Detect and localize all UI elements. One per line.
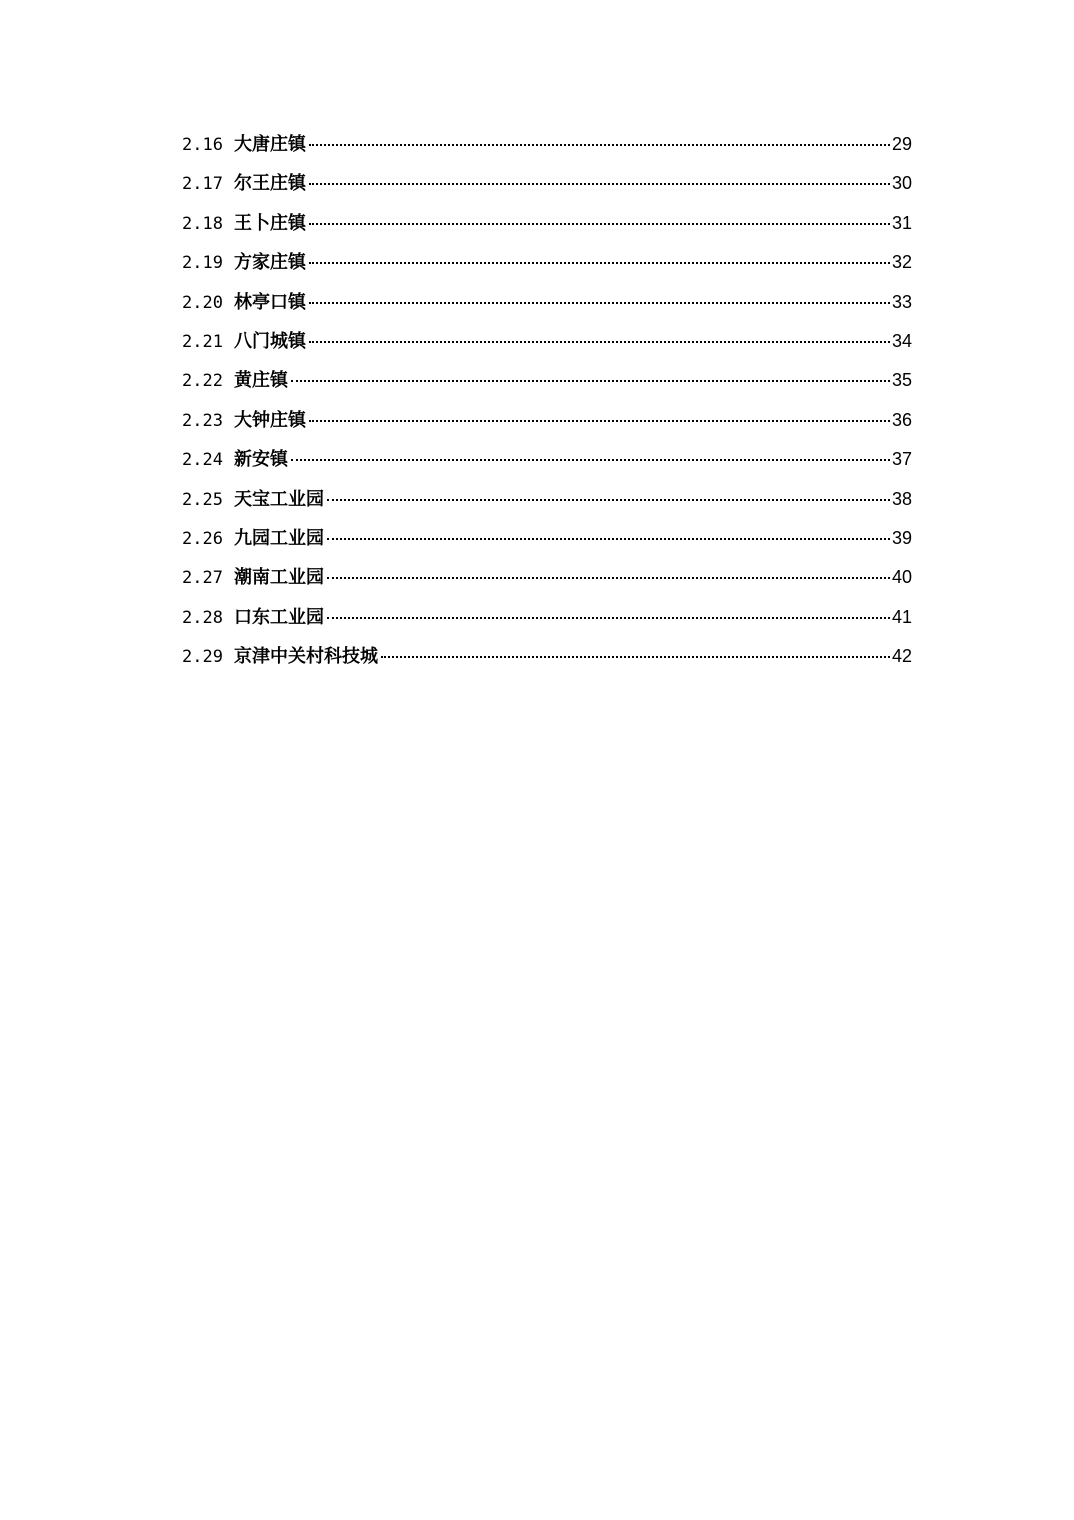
toc-entry[interactable]: [182, 480, 912, 519]
toc-entry-title: 黄庄镇: [233, 370, 288, 392]
toc-entry[interactable]: [182, 440, 912, 479]
toc-entry[interactable]: [182, 401, 912, 440]
toc-entry-page: 32: [891, 252, 912, 273]
toc-entry-title: 京津中关村科技城: [233, 646, 378, 668]
toc-dot-leader: [327, 499, 890, 501]
toc-entry-title: 大钟庄镇: [233, 409, 306, 431]
toc-dot-leader: [381, 656, 890, 658]
toc-entry[interactable]: [182, 361, 912, 400]
toc-entry-number: 2.23: [182, 410, 223, 431]
toc-entry-number: 2.21: [182, 331, 223, 352]
toc-entry-page: 39: [891, 527, 912, 548]
toc-entry-number: 2.19: [182, 253, 223, 274]
toc-entry[interactable]: [182, 204, 912, 243]
toc-entry-number: 2.26: [182, 528, 223, 549]
toc-entry[interactable]: [182, 243, 912, 282]
toc-entry-page: 36: [891, 409, 912, 430]
toc-entry-title: 方家庄镇: [233, 252, 306, 274]
toc-entry[interactable]: [182, 598, 912, 637]
toc-entry-page: 35: [891, 370, 912, 391]
toc-entry-title: 八门城镇: [233, 330, 306, 352]
toc-entry-title: 九园工业园: [233, 527, 324, 549]
toc-entry-number: 2.25: [182, 489, 223, 510]
toc-entry[interactable]: [182, 322, 912, 361]
toc-entry-page: 41: [891, 606, 912, 627]
table-of-contents: [182, 125, 912, 676]
toc-dot-leader: [309, 341, 890, 343]
toc-entry-number: 2.27: [182, 568, 223, 589]
toc-entry-number: 2.28: [182, 607, 223, 628]
toc-entry[interactable]: [182, 519, 912, 558]
toc-dot-leader: [327, 538, 890, 540]
toc-entry-number: 2.29: [182, 647, 223, 668]
toc-entry-number: 2.18: [182, 213, 223, 234]
toc-dot-leader: [309, 420, 890, 422]
toc-dot-leader: [327, 617, 890, 619]
toc-entry[interactable]: [182, 125, 912, 164]
toc-entry-title: 尔王庄镇: [233, 173, 306, 195]
toc-entry-page: 38: [891, 488, 912, 509]
toc-dot-leader: [291, 459, 890, 461]
toc-dot-leader: [309, 223, 890, 225]
toc-entry-title: 王卜庄镇: [233, 212, 306, 234]
toc-entry-number: 2.24: [182, 450, 223, 471]
toc-dot-leader: [309, 144, 890, 146]
toc-entry-title: 新安镇: [233, 449, 288, 471]
toc-dot-leader: [309, 302, 890, 304]
toc-entry[interactable]: [182, 164, 912, 203]
toc-entry-page: 37: [891, 449, 912, 470]
toc-entry-page: 33: [891, 291, 912, 312]
toc-entry-page: 42: [891, 646, 912, 667]
toc-entry-title: 口东工业园: [233, 606, 324, 628]
toc-entry-number: 2.17: [182, 174, 223, 195]
toc-entry-number: 2.22: [182, 371, 223, 392]
toc-entry-number: 2.20: [182, 292, 223, 313]
toc-entry[interactable]: [182, 637, 912, 676]
toc-dot-leader: [291, 380, 890, 382]
toc-entry-title: 潮南工业园: [233, 567, 324, 589]
toc-entry-title: 天宝工业园: [233, 488, 324, 510]
toc-entry-page: 34: [891, 330, 912, 351]
toc-dot-leader: [327, 577, 890, 579]
toc-entry-page: 29: [891, 134, 912, 154]
toc-entry-page: 40: [891, 567, 912, 588]
toc-entry[interactable]: [182, 558, 912, 597]
toc-entry-title: 大唐庄镇: [233, 134, 306, 155]
toc-dot-leader: [309, 183, 890, 185]
toc-entry-title: 林亭口镇: [233, 291, 306, 313]
toc-entry-number: 2.16: [182, 135, 223, 155]
toc-entry-page: 31: [891, 212, 912, 233]
toc-entry-page: 30: [891, 173, 912, 194]
toc-entry[interactable]: [182, 283, 912, 322]
toc-dot-leader: [309, 262, 890, 264]
